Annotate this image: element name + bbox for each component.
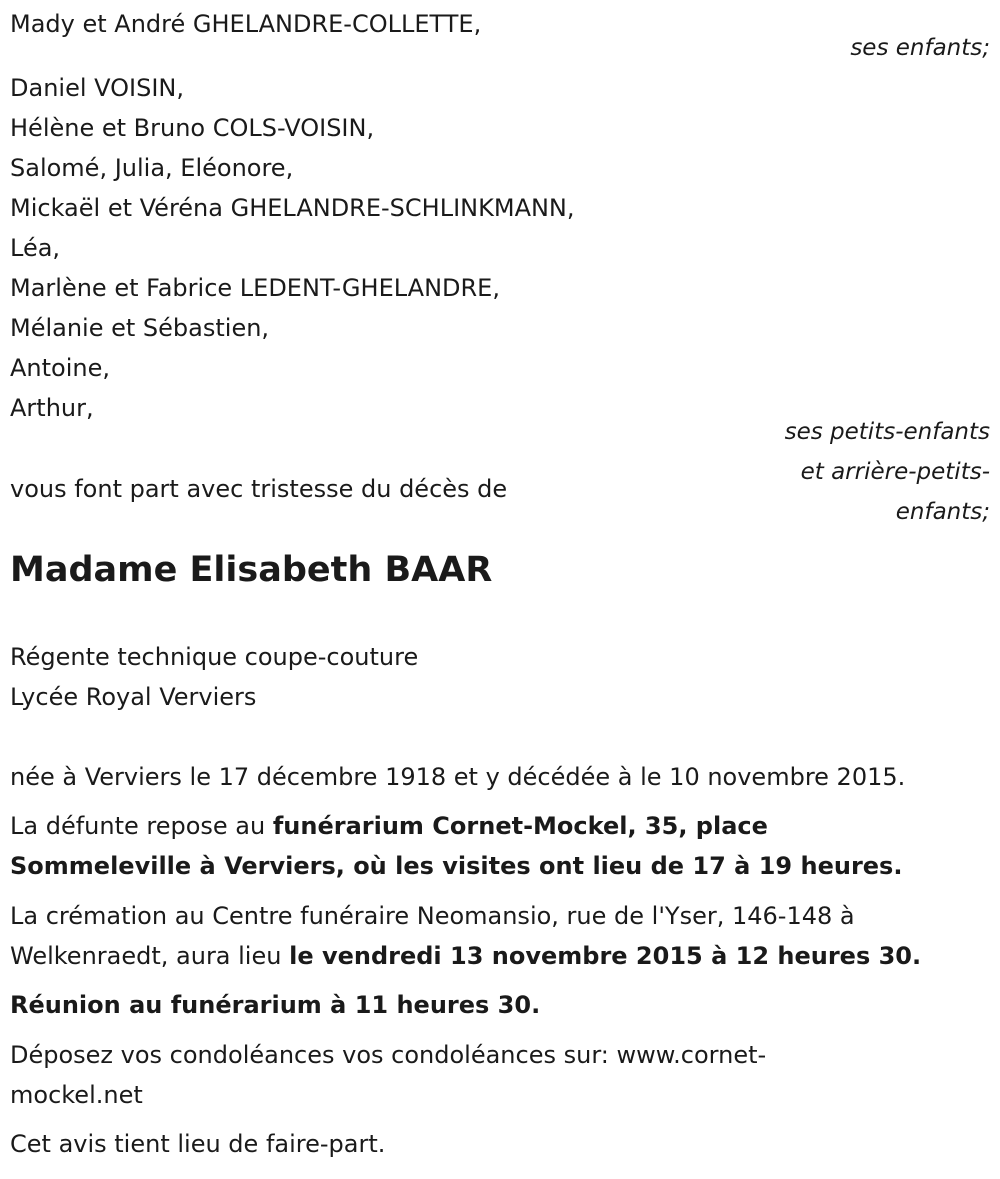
cremation-date: le vendredi 13 novembre 2015 à 12 heures 30. [289, 942, 922, 970]
grandchildren-role-line: ses petits-enfants [784, 419, 990, 445]
cremation-line-1: La crémation au Centre funéraire Neomansio, rue de l'Yser, 146-148 à [10, 902, 855, 930]
birth-death: née à Verviers le 17 décembre 1918 et y décédée à le 10 novembre 2015. [10, 763, 906, 791]
grandchild-line: Mélanie et Sébastien, [10, 314, 270, 342]
grandchildren-role-line: et arrière-petits- [800, 459, 990, 485]
rest-location: funérarium Cornet-Mockel, 35, place [272, 812, 768, 840]
grandchild-line: Antoine, [10, 354, 110, 382]
children-role: ses enfants; [850, 35, 990, 61]
grandchild-line: Hélène et Bruno COLS-VOISIN, [10, 114, 375, 142]
rest-line-1 [10, 806, 768, 846]
meeting [10, 985, 540, 1025]
grandchild-line: Daniel VOISIN, [10, 74, 184, 102]
grandchild-line: Arthur, [10, 394, 94, 422]
grandchild-line: Mickaël et Véréna GHELANDRE-SCHLINKMANN, [10, 194, 575, 222]
rest-location-cont: Sommeleville à Verviers, où les visites ont lieu de 17 à 19 heures. [10, 852, 903, 880]
grandchild-line: Salomé, Julia, Eléonore, [10, 154, 294, 182]
cremation-line-2 [10, 936, 921, 976]
cremation-prefix: Welkenraedt, aura lieu [10, 942, 290, 970]
grandchildren-role-line: enfants; [895, 499, 990, 525]
rest-line-2 [10, 846, 902, 886]
announcement: vous font part avec tristesse du décès de [10, 475, 508, 503]
deceased-name: Madame Elisabeth BAAR [10, 550, 493, 590]
occupation-line: Régente technique coupe-couture [10, 643, 419, 671]
children-names: Mady et André GHELANDRE-COLLETTE, [10, 10, 482, 38]
rest-prefix: La défunte repose au [10, 812, 273, 840]
closing: Cet avis tient lieu de faire-part. [10, 1130, 386, 1158]
occupation-line: Lycée Royal Verviers [10, 683, 257, 711]
grandchild-line: Léa, [10, 234, 61, 262]
condolences-line-1: Déposez vos condoléances vos condoléances sur: www.cornet- [10, 1041, 767, 1069]
condolences-link[interactable]: mockel.net [10, 1081, 143, 1109]
grandchild-line: Marlène et Fabrice LEDENT-GHELANDRE, [10, 274, 500, 302]
meeting-text: Réunion au funérarium à 11 heures 30. [10, 991, 541, 1019]
